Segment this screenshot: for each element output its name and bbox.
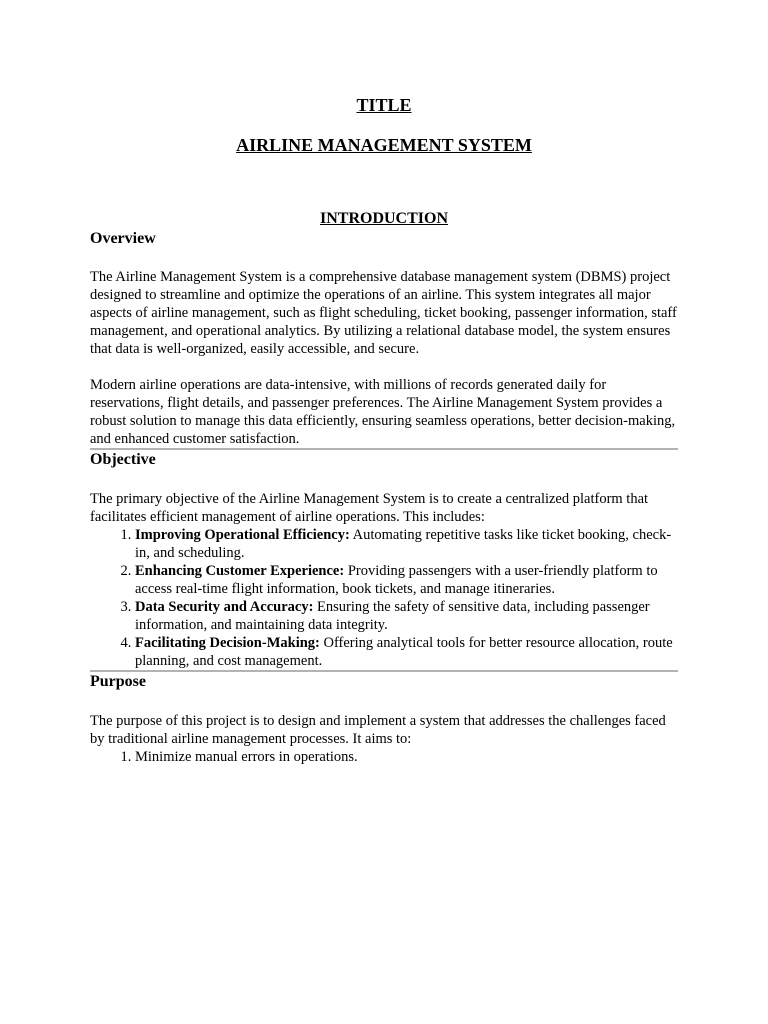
overview-heading: Overview [90,230,156,247]
purpose-list [90,748,678,766]
overview-section [90,229,678,448]
list-item-lead: Enhancing Customer Experience: [135,563,345,579]
list-item-text: Offering analytical tools for better resource allocation, route planning, and cost management. [135,635,673,669]
purpose-section [90,672,678,766]
list-item-text: Ensuring the safety of sensitive data, including passenger information, and maintaining data integrity. [135,599,650,633]
list-item-text: Automating repetitive tasks like ticket booking, check-in, and scheduling. [135,527,672,561]
purpose-heading: Purpose [90,673,146,690]
document-title-label: TITLE [356,95,412,115]
objective-heading: Objective [90,451,156,468]
list-item [135,562,678,598]
list-item-lead: Data Security and Accuracy: [135,599,314,615]
purpose-intro: The purpose of this project is to design and implement a system that addresses the challenges faced by traditional airline management processes. It aims to: [90,713,666,747]
list-item-lead: Improving Operational Efficiency: [135,527,350,543]
introduction-heading: INTRODUCTION [319,210,448,227]
objective-section [90,450,678,670]
title-block [90,0,678,156]
list-item-lead: Facilitating Decision-Making: [135,635,320,651]
objective-intro: The primary objective of the Airline Management System is to create a centralized platform that facilitates efficient management of airline operations. This includes: [90,491,649,525]
list-item [135,598,678,634]
list-item [135,634,678,670]
overview-paragraph-2: Modern airline operations are data-intensive, with millions of records generated daily for reservations, flight details, and passenger preferences. The Airline Management System provides a robust solution to manage this data efficiently, ensuring seamless operations, better decision-making, and enhanced customer satisfaction. [90,377,676,447]
objective-list [90,526,678,670]
system-name-title: AIRLINE MANAGEMENT SYSTEM [236,135,532,155]
overview-paragraph-1: The Airline Management System is a comprehensive database management system (DBMS) project designed to streamline and optimize the operations of an airline. This system integrates all major aspects of airline management, such as flight scheduling, ticket booking, passenger information, staff management, and operational analytics. By utilizing a relational database model, the system ensures that data is well-organized, easily accessible, and secure. [90,269,677,357]
list-item: 1. Minimize manual errors in operations. [135,748,678,766]
list-item [135,526,678,562]
list-item-text: Providing passengers with a user-friendly platform to access real-time flight information, book tickets, and manage itineraries. [135,563,658,597]
